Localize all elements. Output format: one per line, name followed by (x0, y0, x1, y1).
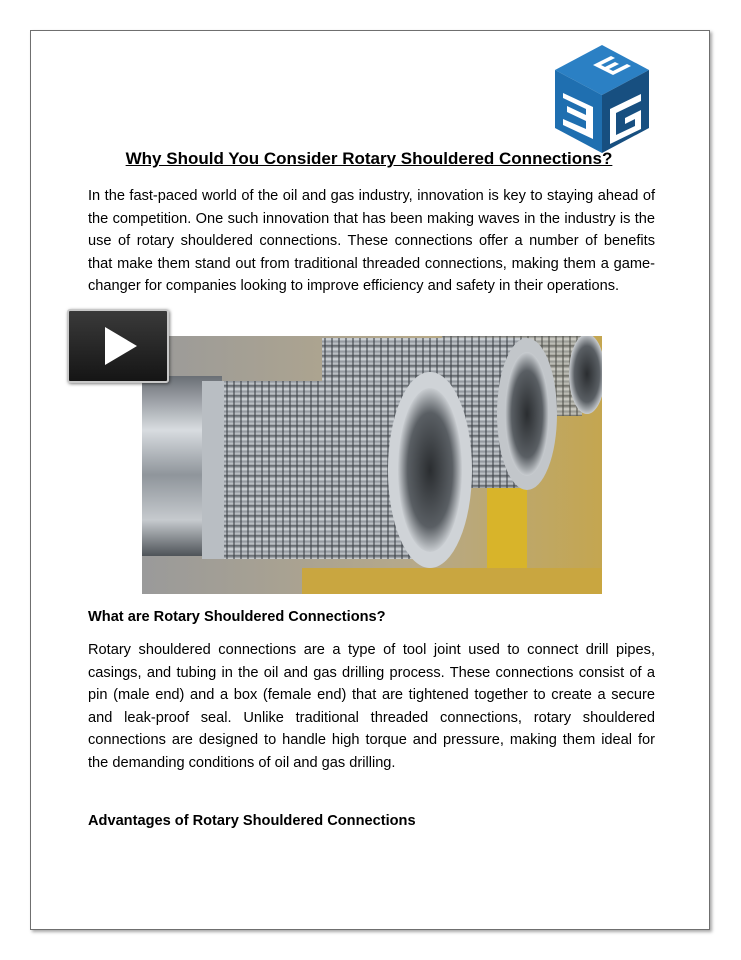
document-page (30, 30, 710, 930)
section-body-what: Rotary shouldered connections are a type of tool joint used to connect drill pipes, casings, and tubing in the oil and gas drilling process. These connections consist of a pin (male end) and a box (female end) that are tightened together to create a secure and leak-proof seal. Unlike traditional threaded connections, rotary shouldered connections are designed to handle high torque and pressure, making them ideal for the demanding conditions of oil and gas drilling. (88, 642, 655, 771)
threaded-pipes-photo (142, 336, 602, 594)
section-heading-what: What are Rotary Shouldered Connections? (88, 609, 386, 625)
play-icon (69, 311, 167, 381)
section-heading-advantages: Advantages of Rotary Shouldered Connections (88, 813, 416, 829)
intro-paragraph: In the fast-paced world of the oil and gas industry, innovation is key to staying ahead of the competition. One such innovation that has been making waves in the industry is the use of rotary shouldered connections. These connections offer a number of benefits that make them stand out from traditional threaded connections, making them a game-changer for companies looking to improve efficiency and safety in their operations. (88, 188, 655, 294)
play-button[interactable] (67, 309, 169, 383)
company-logo (553, 43, 651, 155)
document-title: Why Should You Consider Rotary Shouldered Connections? (125, 149, 613, 168)
